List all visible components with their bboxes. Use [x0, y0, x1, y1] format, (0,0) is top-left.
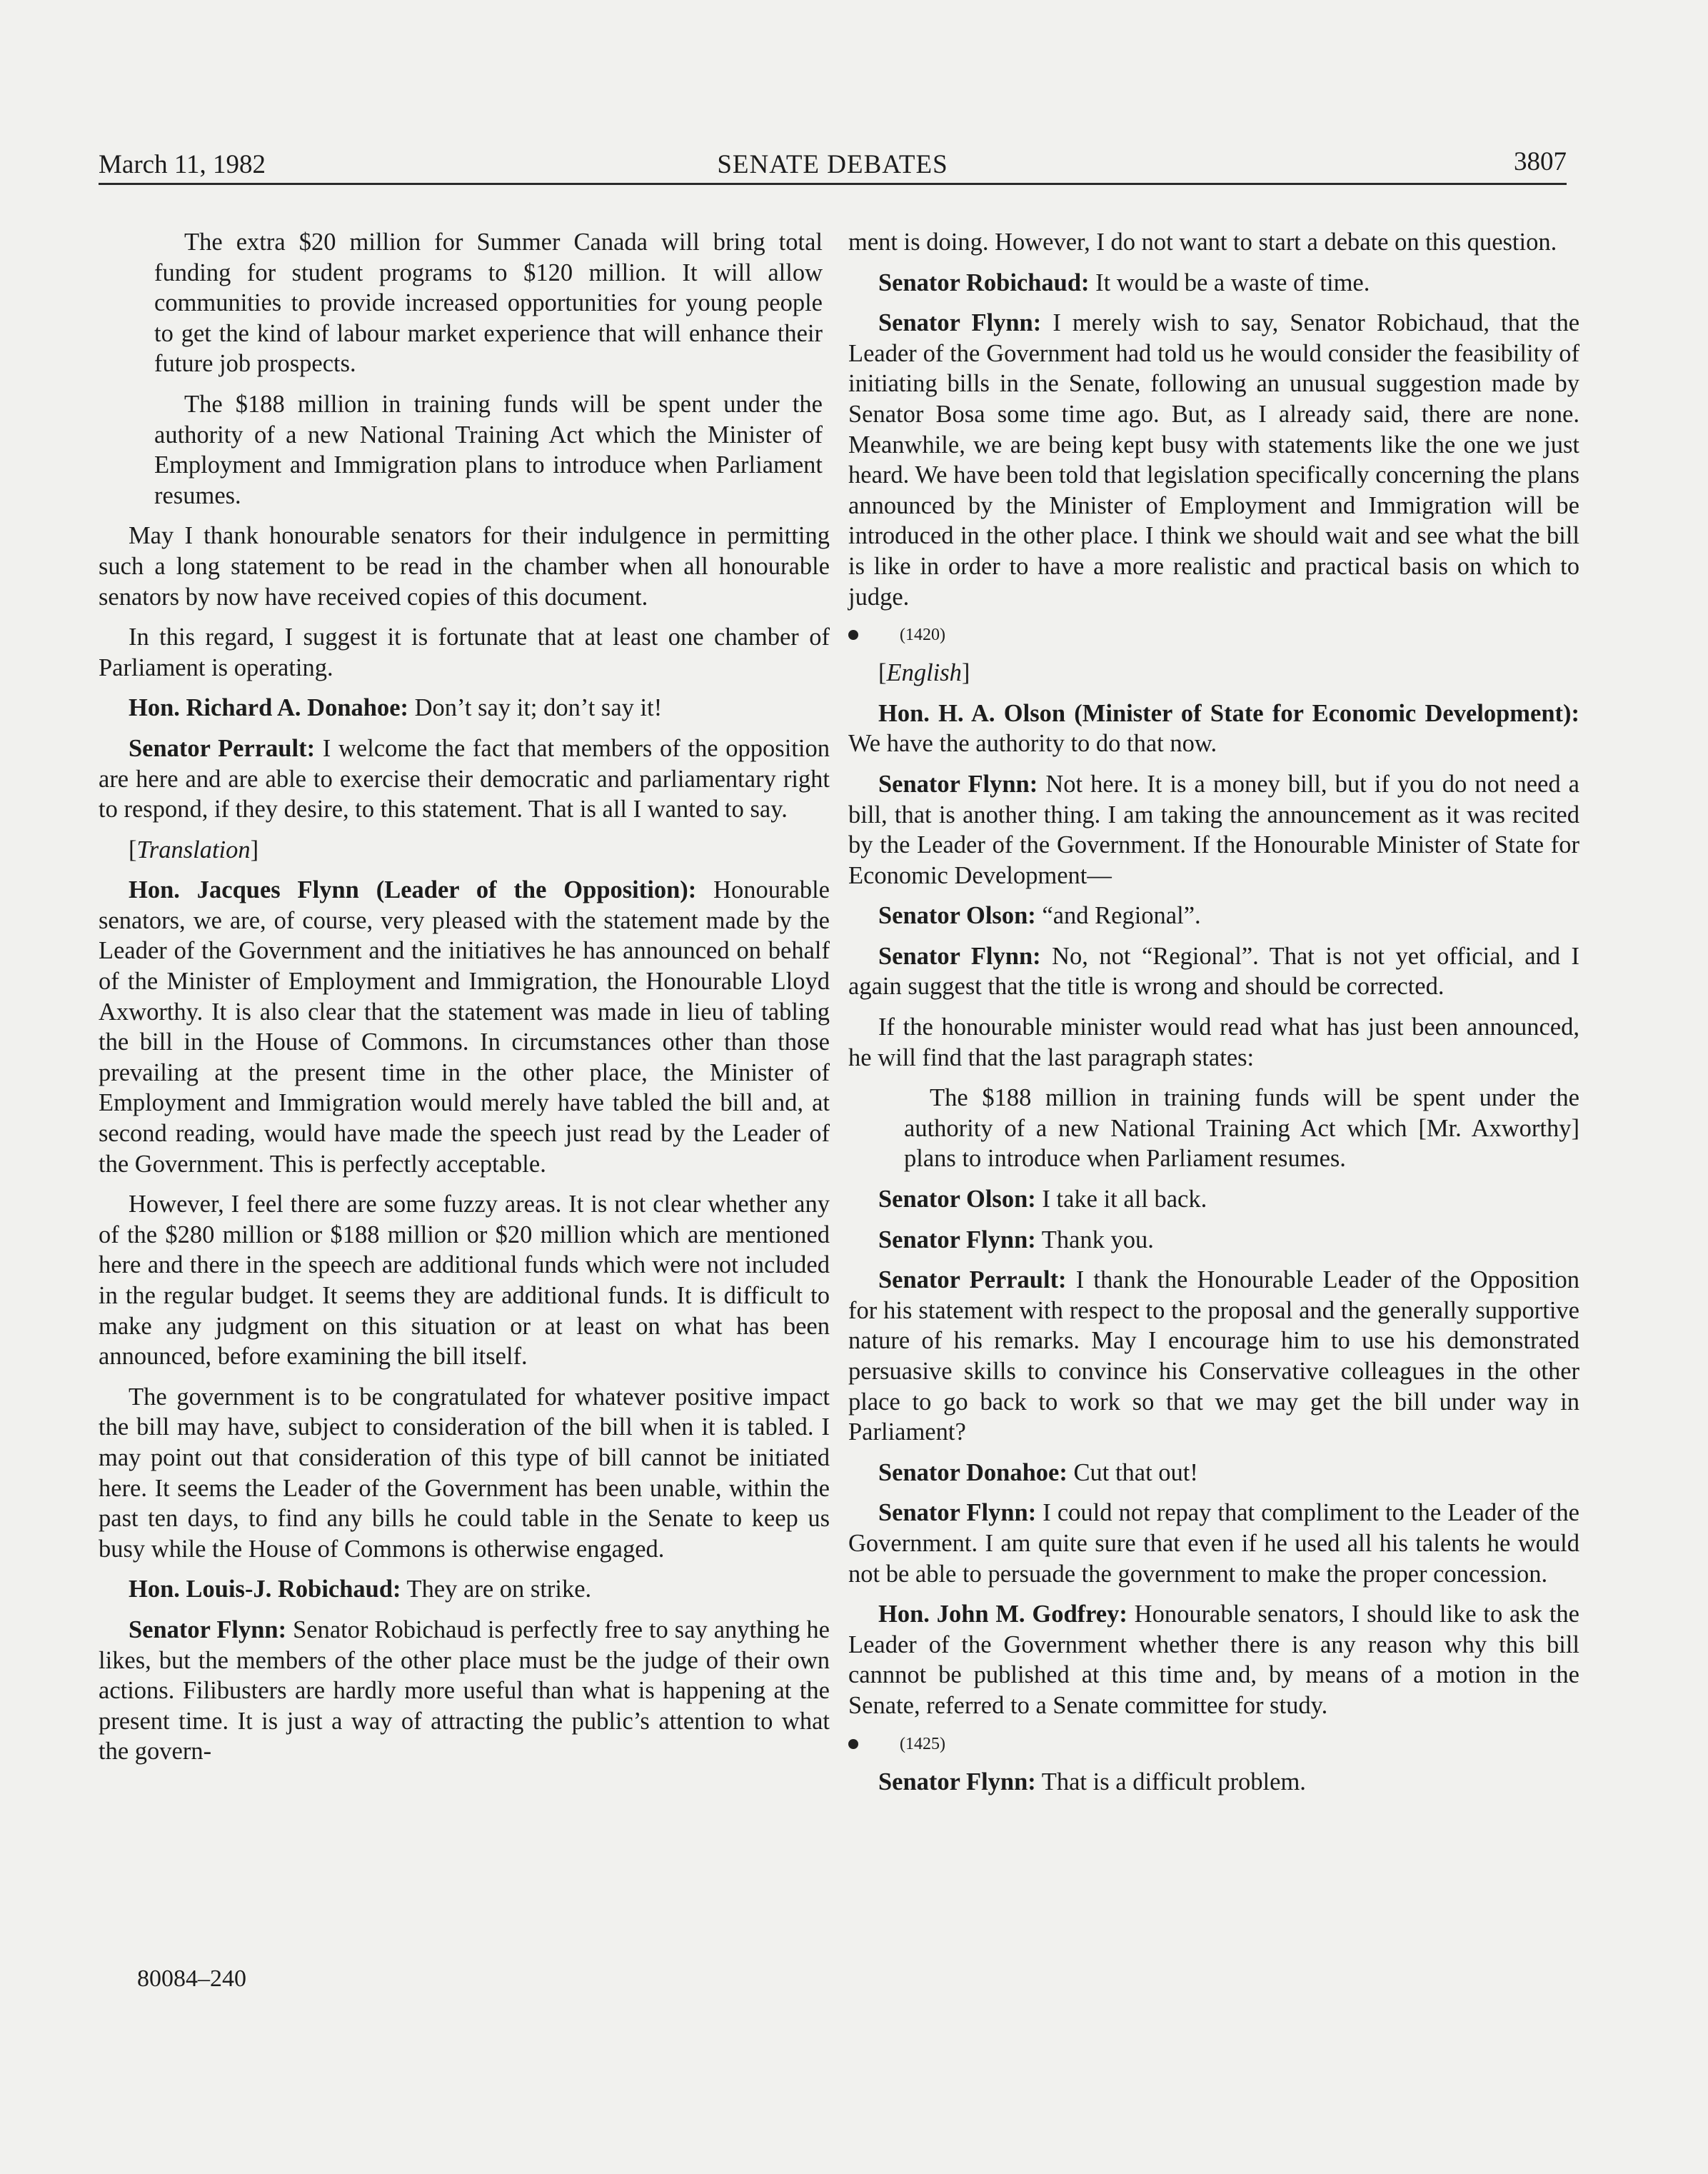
speech-text: We have the authority to do that now.	[848, 730, 1217, 758]
speech	[848, 698, 1579, 759]
speech-text: Senator Robichaud is perfectly free to say anything he likes, but the members of the other place must be the judge of their own actions. Filibusters are hardly more useful than what is happening at the present time. It is just a way of attracting the public’s attention to what the govern-	[99, 1616, 830, 1765]
quoted-paragraph: The $188 million in training funds will be spent under the authority of a new National Training Act which [Mr. Axworthy] plans to introduce when Parliament resumes.	[904, 1084, 1579, 1173]
speaker-name: Senator Perrault:	[878, 1266, 1067, 1294]
speech	[848, 1458, 1579, 1488]
speech	[848, 769, 1579, 891]
time-marker	[848, 622, 1579, 648]
header-page-number: 3807	[1514, 147, 1567, 176]
speech-text: Thank you.	[1035, 1226, 1154, 1253]
speech	[848, 1599, 1579, 1720]
speech	[848, 1225, 1579, 1256]
speech	[848, 1498, 1579, 1589]
speech	[99, 693, 830, 723]
speech	[848, 941, 1579, 1002]
page-header	[99, 143, 1567, 185]
speech	[848, 268, 1579, 299]
paragraph: However, I feel there are some fuzzy areas. It is not clear whether any of the $280 million or $188 million or $20 million which are mentioned here and there in the speech are additional funds which were not included in the regular budget. It seems they are additional funds. It is difficult to make any judgment on this situation or at least on what has been announced, before examining the bill itself.	[99, 1191, 830, 1371]
bullet-icon	[848, 630, 858, 640]
paragraph: If the honourable minister would read what has just been announced, he will find that the last paragraph states:	[848, 1013, 1579, 1071]
speech	[99, 1574, 830, 1605]
speech-text: It would be a waste of time.	[1089, 269, 1370, 296]
speaker-name: Senator Flynn:	[878, 1499, 1037, 1527]
speech-text: “and Regional”.	[1035, 902, 1201, 930]
language-label: English	[886, 659, 962, 687]
speech-text: Honourable senators, we are, of course, very pleased with the statement made by the Leader of the Government and the initiatives he has announced on behalf of the Minister of Employment and Immigration, the Honourable Lloyd Axworthy. It is also clear that the statement was made in lieu of tabling the bill in the House of Commons. In circumstances other than those prevailing at the present time in the other place, the Minister of Employment and Immigration would merely have tabled the bill and, at second reading, would have made the speech just read by the Leader of the Government. This is perfectly acceptable.	[99, 876, 830, 1178]
language-marker: [Translation]	[129, 836, 259, 863]
speaker-name: Senator Flynn:	[878, 309, 1042, 337]
speech	[848, 308, 1579, 612]
speech-text: Honourable senators, I should like to ask the Leader of the Government whether there is any reason why this bill cannnot be published at this time and, by means of a motion in the Senate, referred to a Senate committee for study.	[848, 1601, 1579, 1719]
speech	[848, 1767, 1579, 1798]
speech-text: I thank the Honourable Leader of the Opposition for his statement with respect to the proposal and the generally supportive nature of his remarks. May I encourage him to use his demonstrated persuasive skills to convince his Conservative colleagues in the other place to go back to work so that we may get the bill under way in Parliament?	[848, 1266, 1579, 1446]
paragraph-continuation: ment is doing. However, I do not want to start a debate on this question.	[848, 229, 1557, 256]
time-marker	[848, 1731, 1579, 1757]
speaker-name: Senator Olson:	[878, 1186, 1036, 1213]
speech	[99, 1615, 830, 1767]
speaker-name: Senator Donahoe:	[878, 1458, 1068, 1486]
speaker-name: Hon. Jacques Flynn (Leader of the Opposition):	[129, 876, 697, 904]
footer-code: 80084–240	[137, 1965, 246, 1992]
speech-text: Not here. It is a money bill, but if you do not need a bill, that is another thing. I am taking the announcement as it was recited by the Leader of the Government. If the Honourable Minister of State for Economic Development—	[848, 770, 1579, 889]
speech-text: That is a difficult problem.	[1035, 1768, 1306, 1795]
time-label: (1425)	[900, 1734, 945, 1753]
speech-text: No, not “Regional”. That is not yet official, and I again suggest that the title is wrong and should be corrected.	[848, 942, 1580, 1001]
speech-text: I take it all back.	[1035, 1186, 1207, 1213]
speaker-name: Senator Flynn:	[878, 1768, 1036, 1795]
header-date: March 11, 1982	[99, 150, 266, 179]
speech	[99, 733, 830, 825]
speaker-name: Senator Perrault:	[129, 734, 316, 762]
quoted-paragraph: The $188 million in training funds will be spent under the authority of a new National Training Act which the Minister of Employment and Immigration plans to introduce when Parliament resumes.	[154, 390, 823, 509]
header-title: SENATE DEBATES	[717, 150, 948, 179]
speech-text: I merely wish to say, Senator Robichaud, that the Leader of the Government had told us he would consider the feasibility of initiating bills in the Senate, following an unusual suggestion made by Senator Bosa some time ago. But, as I already said, there are none. Meanwhile, we are being kept busy with statements like the one we just heard. We have been told that legislation specifically concerning the plans announced by the Minister of Employment and Immigration will be introduced in the other place. I think we should wait and see what the bill is like in order to have a more realistic and practical basis on which to judge.	[848, 309, 1580, 611]
speaker-name: Senator Flynn:	[129, 1616, 287, 1643]
speech-text: I welcome the fact that members of the opposition are here and are able to exercise their democratic and parliamentary right to respond, if they desire, to this statement. That is all I wanted to say.	[99, 734, 830, 823]
speech	[848, 901, 1579, 931]
paragraph: In this regard, I suggest it is fortunate that at least one chamber of Parliament is operating.	[99, 623, 830, 681]
speaker-name: Hon. Richard A. Donahoe:	[129, 694, 408, 722]
speaker-name: Senator Robichaud:	[878, 269, 1090, 296]
language-label: Translation	[136, 836, 251, 863]
speaker-name: Hon. John M. Godfrey:	[878, 1601, 1127, 1628]
speaker-name: Senator Olson:	[878, 902, 1036, 930]
speech-text: I could not repay that compliment to the Leader of the Government. I am quite sure that even if he used all his talents he would not be able to persuade the government to make the proper concession.	[848, 1499, 1579, 1588]
speaker-name: Senator Flynn:	[878, 1226, 1036, 1253]
bullet-icon	[848, 1739, 858, 1749]
right-column	[848, 227, 1579, 1807]
speech	[848, 1265, 1579, 1448]
speech	[99, 875, 830, 1179]
speech	[848, 1184, 1579, 1215]
speaker-name: Hon. H. A. Olson (Minister of State for Economic Development):	[878, 699, 1579, 727]
paragraph: May I thank honourable senators for their indulgence in permitting such a long statement to be read in the chamber when all honourable senators by now have received copies of this document.	[99, 522, 830, 611]
time-label: (1420)	[900, 626, 945, 645]
paragraph: The government is to be congratulated for whatever positive impact the bill may have, subject to consideration of the bill when it is tabled. I may point out that consideration of this type of bill cannot be initiated here. It seems the Leader of the Government has been unable, within the past ten days, to find any bills he could table in the Senate to keep us busy while the House of Commons is otherwise engaged.	[99, 1383, 830, 1563]
language-marker: [English]	[878, 659, 970, 687]
speaker-name: Senator Flynn:	[878, 942, 1041, 970]
quoted-paragraph: The extra $20 million for Summer Canada will bring total funding for student programs to $120 million. It will allow communities to provide increased opportunities for young people to get the kind of labour market experience that will enhance their future job prospects.	[154, 229, 823, 378]
left-column	[99, 227, 830, 1777]
speaker-name: Senator Flynn:	[878, 770, 1038, 798]
speech-text: Cut that out!	[1067, 1458, 1198, 1486]
speech-text: Don’t say it; don’t say it!	[408, 694, 663, 722]
speech-text: They are on strike.	[401, 1576, 592, 1603]
speaker-name: Hon. Louis-J. Robichaud:	[129, 1576, 401, 1603]
